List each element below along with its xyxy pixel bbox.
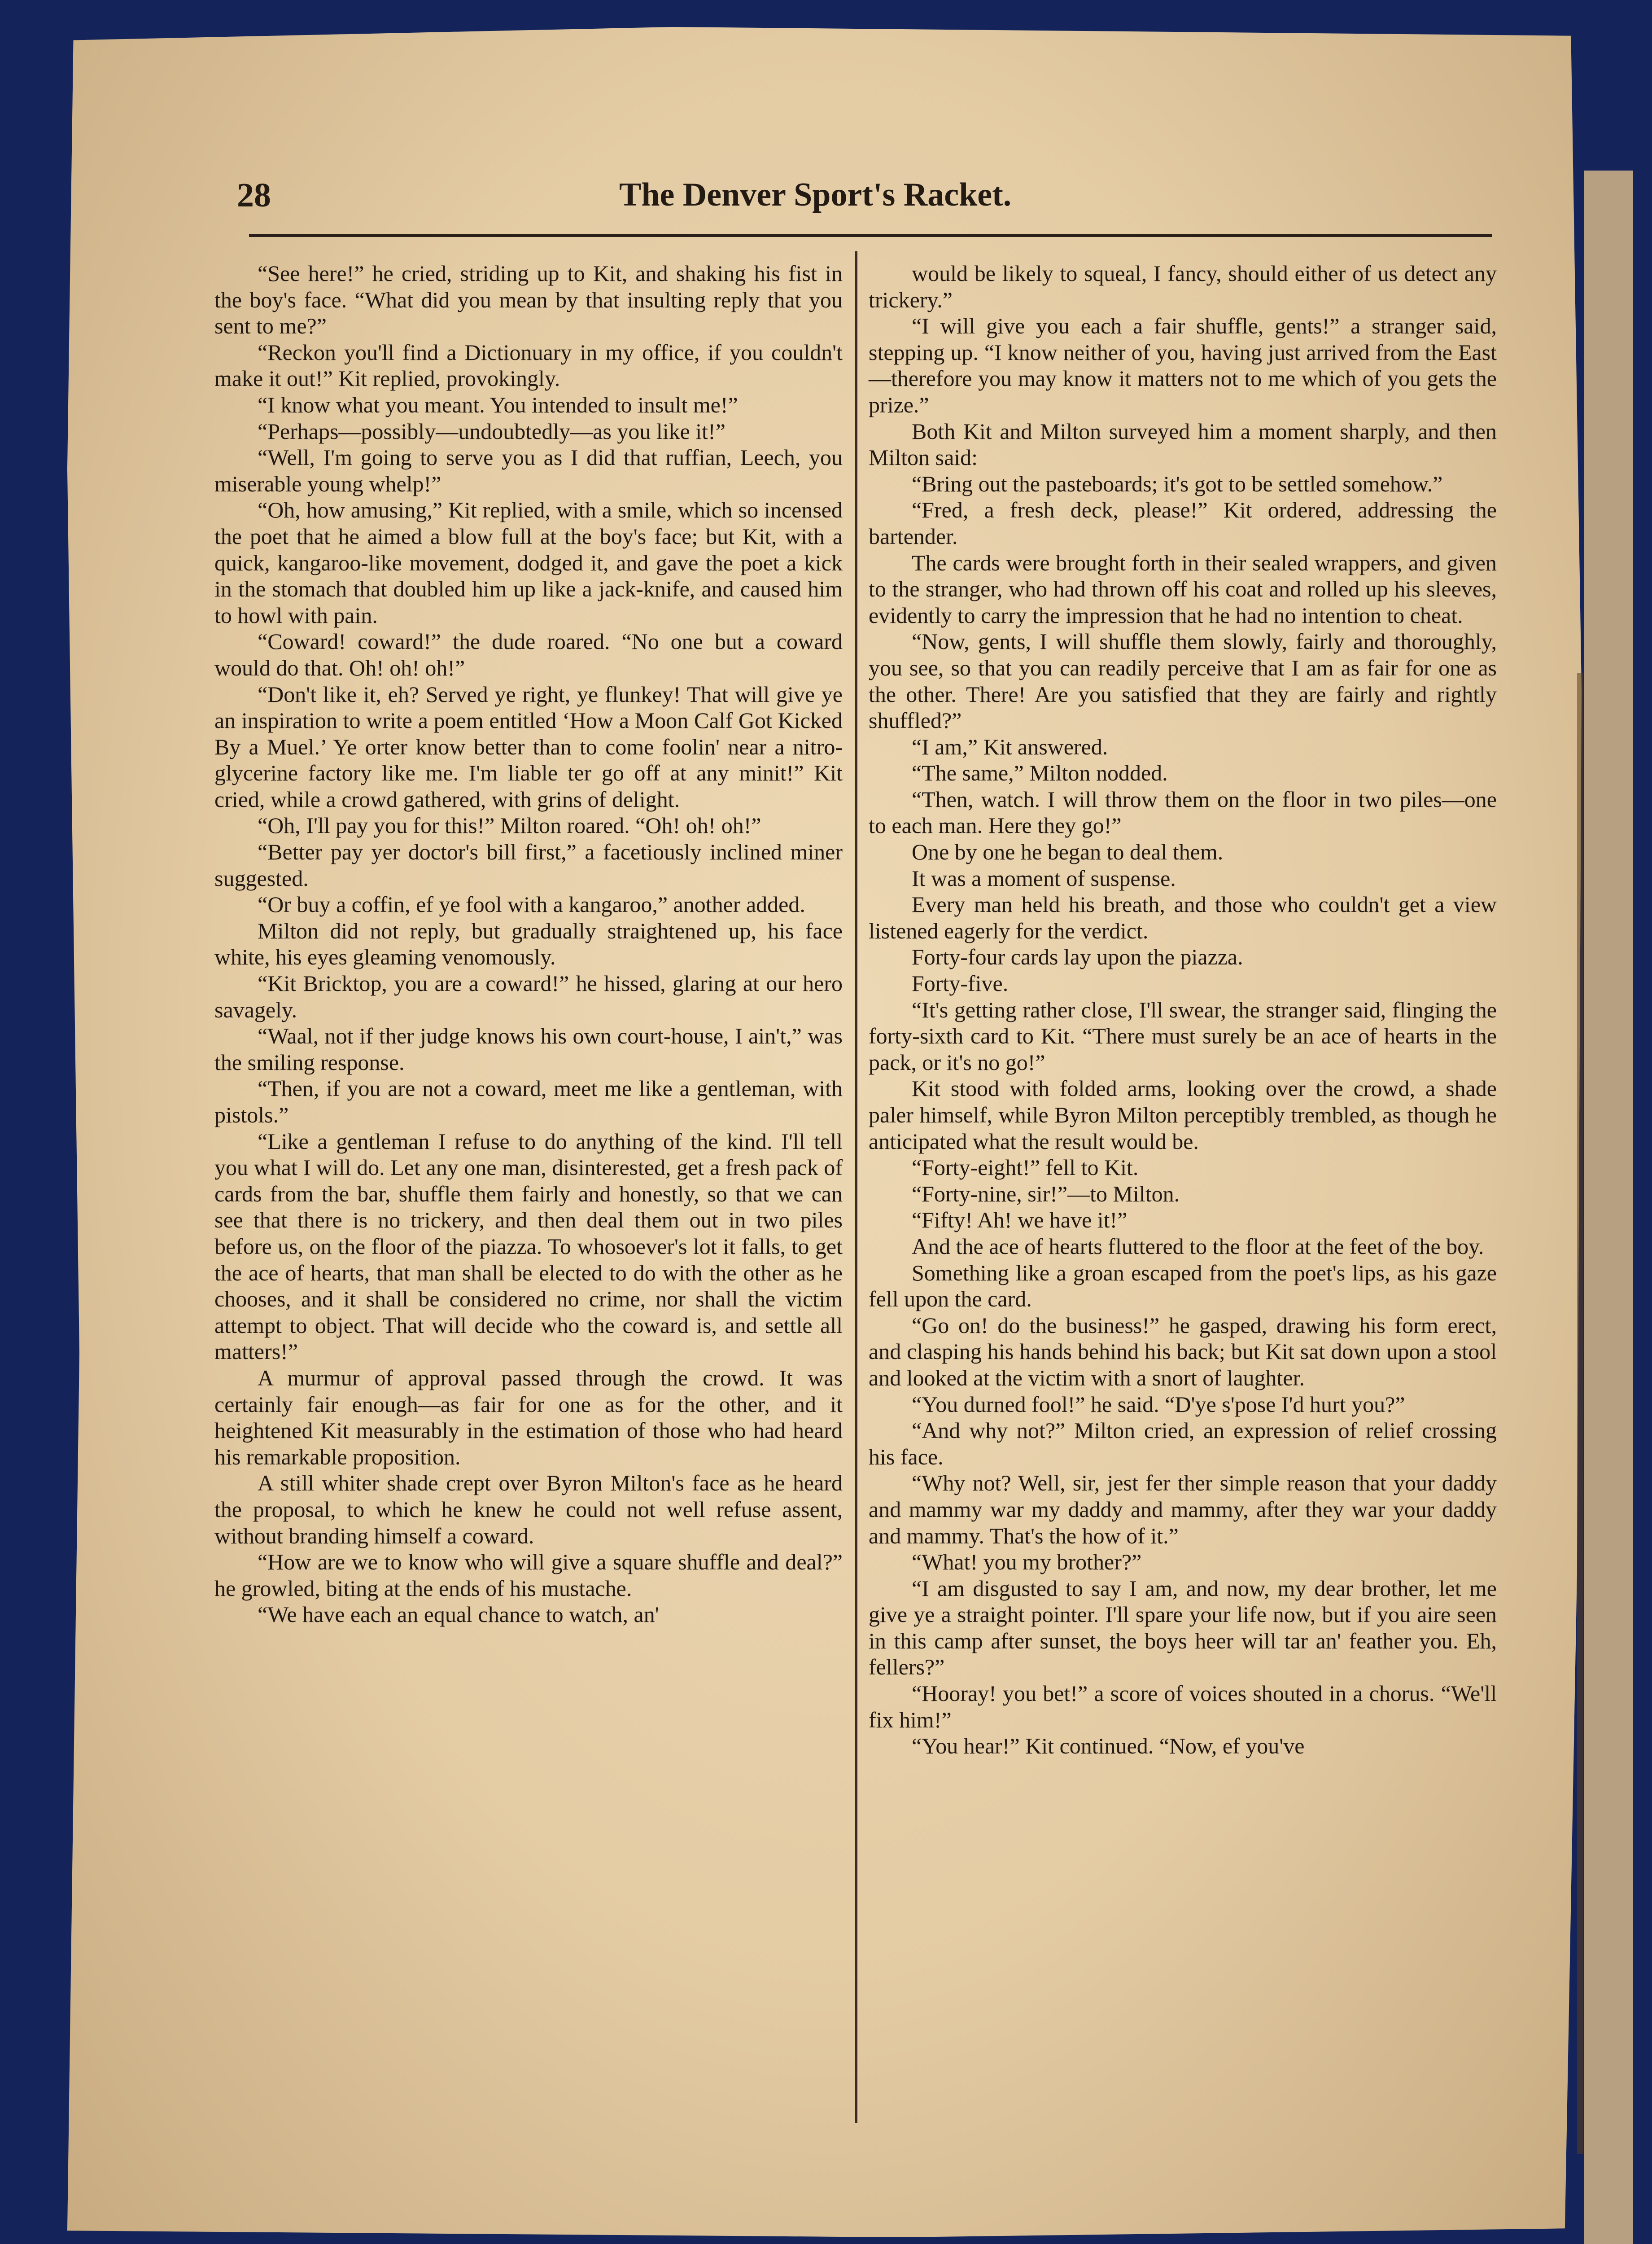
paragraph: “I know what you meant. You intended to insult me!” [258,392,738,417]
paragraph: It was a moment of suspense. [912,865,1176,891]
paragraph: “I will give you each a fair shuffle, gents!” a stranger said, stepping up. “I know neither of you, having just arrived from the East—therefore you may know it matters not to me which of you gets the prize.” [869,313,1497,417]
paragraph: Both Kit and Milton surveyed him a moment sharply, and then Milton said: [869,418,1497,470]
paragraph: “Kit Bricktop, you are a coward!” he hissed, glaring at our hero savagely. [214,971,843,1022]
page-fold-shadow [1577,673,1583,2154]
paragraph: The cards were brought forth in their sealed wrappers, and given to the stranger, who had thrown off his coat and rolled up his sleeves, evidently to carry the impression that he had no intention to cheat. [869,550,1497,628]
paragraph: “And why not?” Milton cried, an expression of relief crossing his face. [869,1418,1497,1469]
header-rule [249,234,1492,237]
paragraph: “Fifty! Ah! we have it!” [912,1207,1128,1233]
paragraph: “I am,” Kit answered. [912,734,1108,759]
paragraph: Milton did not reply, but gradually straightened up, his face white, his eyes gleaming venomously. [214,918,843,970]
paragraph: “See here!” he cried, striding up to Kit, and shaking his fist in the boy's face. “What did you mean by that insulting reply that you sent to me?” [214,261,843,339]
paragraph: Forty-four cards lay upon the piazza. [912,944,1243,970]
paragraph: “Like a gentleman I refuse to do anything of the kind. I'll tell you what I will do. Let any one man, disinterested, get a fresh pack of cards from the bar, shuffle them fairly and honestly, so that we can see that there is no trickery, and then deal them out in two piles before us, on the floor of the piazza. To whosoever's lot it falls, to get the ace of hearts, that man shall be elected to do with the other as he chooses, and it shall be considered no crime, nor shall the victim attempt to object. That will decide who the coward is, and settle all matters!” [214,1128,843,1364]
paragraph: “We have each an equal chance to watch, an' [258,1602,659,1627]
paragraph: “Coward! coward!” the dude roared. “No one but a coward would do that. Oh! oh! oh!” [214,629,843,680]
paragraph: would be likely to squeal, I fancy, should either of us detect any trickery.” [869,261,1497,312]
paragraph: “The same,” Milton nodded. [912,760,1168,786]
paragraph: “Perhaps—possibly—undoubtedly—as you like it!” [258,418,725,444]
paragraph: “Then, if you are not a coward, meet me like a gentleman, with pistols.” [214,1076,843,1127]
paragraph: “Oh, I'll pay you for this!” Milton roared. “Oh! oh! oh!” [258,813,761,838]
paragraph: “Oh, how amusing,” Kit replied, with a smile, which so incensed the poet that he aimed a blow full at the boy's face; but Kit, with a quick, kangaroo-like movement, dodged it, and gave the poet a kick in the stomach that doubled him up like a jack-knife, and caused him to howl with pain. [214,497,843,628]
paragraph: “Don't like it, eh? Served ye right, ye flunkey! That will give ye an inspiration to write a poem entitled ‘How a Moon Calf Got Kicked By a Muel.’ Ye orter know better than to come foolin' near a nitro-glycerine factory like me. I'm liable ter go off at any minit!” Kit cried, while a crowd gathered, with grins of delight. [214,681,843,812]
paragraph: “I am disgusted to say I am, and now, my dear brother, let me give ye a straight pointer. I'll spare your life now, but if you aire seen in this camp after sunset, the boys heer will tar an' feather you. Eh, fellers?” [869,1575,1497,1680]
paragraph: “Bring out the pasteboards; it's got to be settled somehow.” [912,471,1443,496]
paragraph: “What! you my brother?” [912,1549,1142,1575]
paragraph: “Forty-eight!” fell to Kit. [912,1155,1139,1180]
paragraph: “Or buy a coffin, ef ye fool with a kangaroo,” another added. [258,892,805,917]
paragraph: Every man held his breath, and those who couldn't get a view listened eagerly for the verdict. [869,892,1497,943]
paragraph: “Well, I'm going to serve you as I did that ruffian, Leech, you miserable young whelp!” [214,445,843,496]
right-column [869,260,1497,1759]
paragraph: Kit stood with folded arms, looking over the crowd, a shade paler himself, while Byron Milton perceptibly trembled, as though he anticipated what the result would be. [869,1076,1497,1154]
paragraph: And the ace of hearts fluttered to the floor at the feet of the boy. [912,1233,1484,1259]
paragraph: Forty-five. [912,971,1009,996]
paragraph: “You durned fool!” he said. “D'ye s'pose I'd hurt you?” [912,1391,1405,1417]
paragraph: “Go on! do the business!” he gasped, drawing his form erect, and clasping his hands behind his back; but Kit sat down upon a stool and looked at the victim with a snort of laughter. [869,1312,1497,1390]
paragraph: “Hooray! you bet!” a score of voices shouted in a chorus. “We'll fix him!” [869,1681,1497,1732]
paragraph: “Reckon you'll find a Dictionuary in my office, if you couldn't make it out!” Kit replied, provokingly. [214,339,843,391]
paragraph: A murmur of approval passed through the crowd. It was certainly fair enough—as fair for one as for the other, and it heightened Kit measurably in the estimation of those who had heard his remarkable proposition. [214,1365,843,1469]
page-number: 28 [237,176,271,214]
paragraph: One by one he began to deal them. [912,839,1224,865]
paragraph: “You hear!” Kit continued. “Now, ef you've [912,1733,1305,1759]
paragraph: “Now, gents, I will shuffle them slowly, fairly and thoroughly, you see, so that you can readily perceive that I am as fair for one as the other. There! Are you satisfied that they are fairly and rightly shuffled?” [869,629,1497,733]
paragraph: “Why not? Well, sir, jest fer ther simple reason that your daddy and mammy war my daddy and mammy, after they war your daddy and mammy. That's the how of it.” [869,1470,1497,1548]
paragraph: “How are we to know who will give a square shuffle and deal?” he growled, biting at the ends of his mustache. [214,1549,843,1601]
paragraph: “It's getting rather close, I'll swear, the stranger said, flinging the forty-sixth card to Kit. “There must surely be an ace of hearts in the pack, or it's no go!” [869,997,1497,1075]
column-divider [855,251,857,2123]
paragraph: “Waal, not if ther judge knows his own court-house, I ain't,” was the smiling response. [214,1023,843,1075]
next-page-edge [1584,171,1633,2244]
paragraph: “Fred, a fresh deck, please!” Kit ordered, addressing the bartender. [869,497,1497,549]
paragraph: “Then, watch. I will throw them on the floor in two piles—one to each man. Here they go!” [869,786,1497,838]
left-column [214,260,843,1628]
paragraph: A still whiter shade crept over Byron Milton's face as he heard the proposal, to which he knew he could not well refuse assent, without branding himself a coward. [214,1470,843,1548]
paragraph: Something like a groan escaped from the poet's lips, as his gaze fell upon the card. [869,1260,1497,1312]
paragraph: “Forty-nine, sir!”—to Milton. [912,1181,1180,1206]
paragraph: “Better pay yer doctor's bill first,” a facetiously inclined miner suggested. [214,839,843,891]
running-title: The Denver Sport's Racket. [619,176,1012,213]
